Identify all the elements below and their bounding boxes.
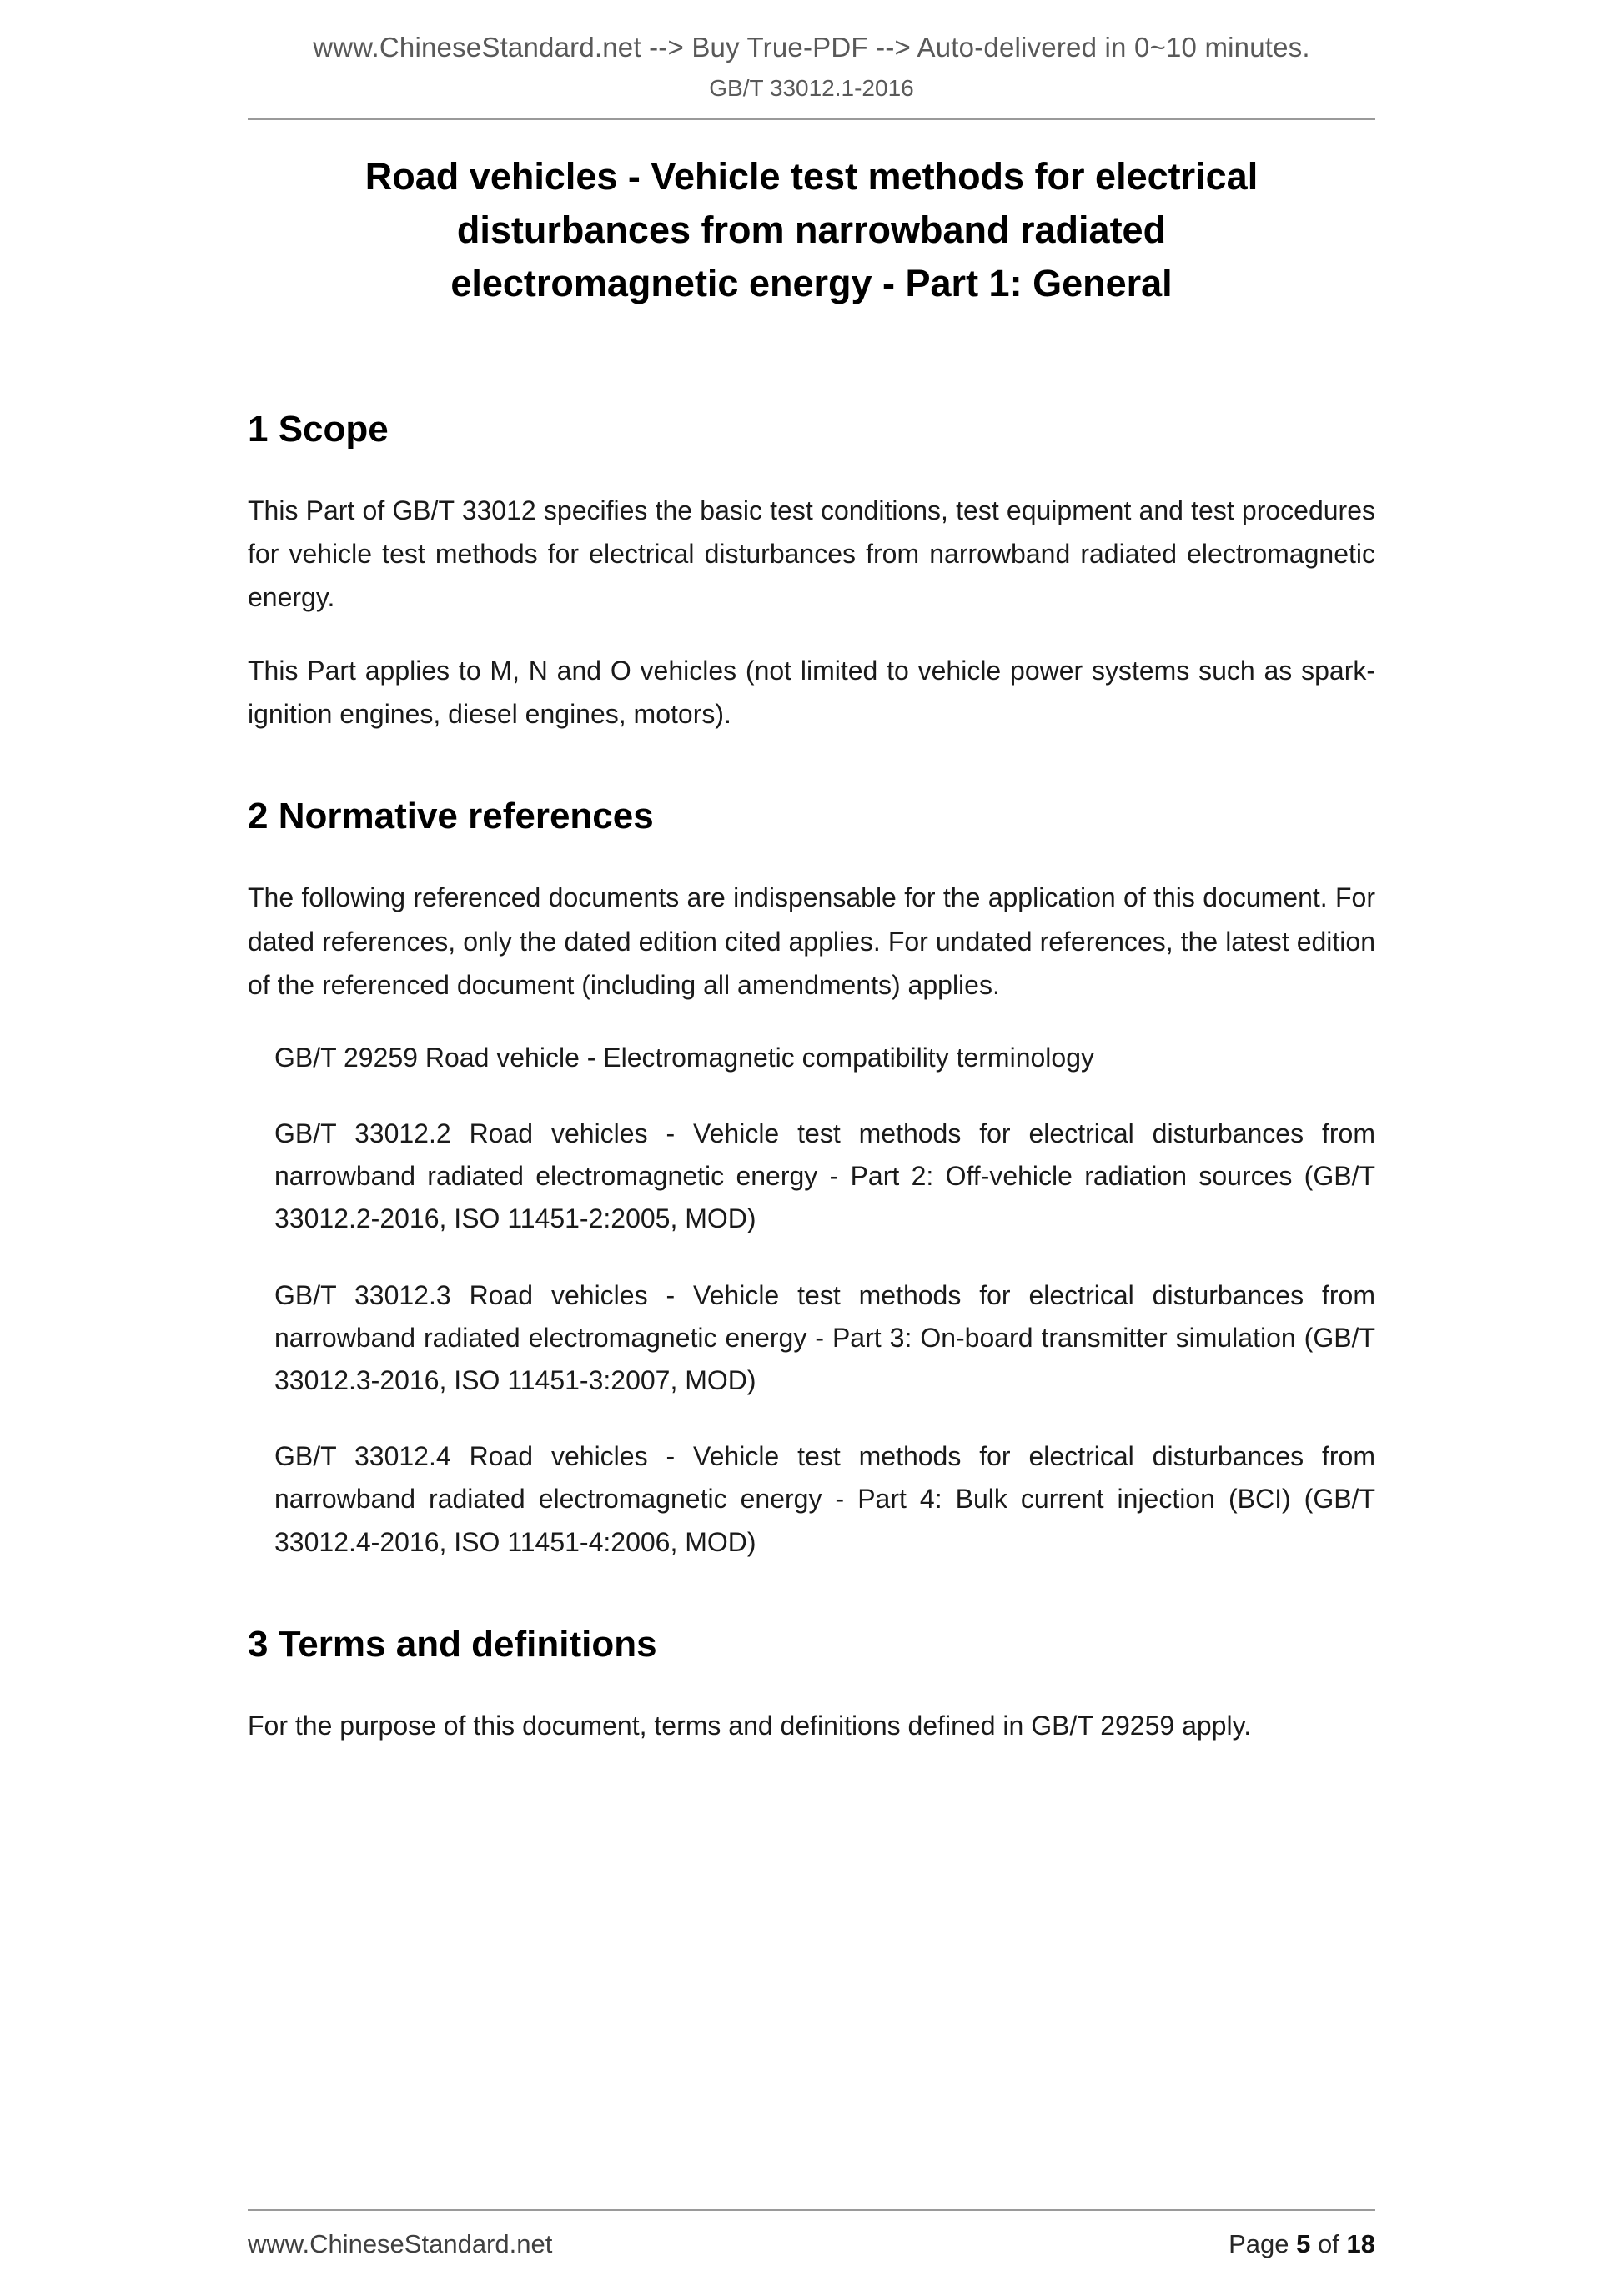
page-label: Page [1229,2229,1289,2258]
section-heading-normative-references: 2 Normative references [248,796,654,837]
title-line-3: electromagnetic energy - Part 1: General [450,261,1173,304]
section-terms-and-definitions [248,1624,1375,1747]
footer-site-text: www.ChineseStandard.net [248,2229,553,2258]
page-number: 5 [1296,2229,1311,2258]
section-heading-scope: 1 Scope [248,408,389,450]
page-indicator [1229,2229,1375,2259]
total-pages: 18 [1346,2229,1375,2258]
scope-paragraph-2: This Part applies to M, N and O vehicles (not limited to vehicle power systems such as spark-ignition engines, diesel engines, motors). [248,656,1375,730]
section-heading-terms: 3 Terms and definitions [248,1623,657,1665]
scope-paragraph-1: This Part of GB/T 33012 specifies the basic test conditions, test equipment and test procedures for vehicle test methods for electrical disturbances from narrowband radiated electromagnetic energy. [248,495,1375,612]
header-promo-text: www.ChineseStandard.net --> Buy True-PDF --> Auto-delivered in 0~10 minutes. [313,32,1310,63]
page-header [0,0,1623,120]
reference-item-4: GB/T 33012.4 Road vehicles - Vehicle test methods for electrical disturbances from narrowband radiated electromagnetic energy - Part 4: Bulk current injection (BCI) (GB/T 33012.4-2016, ISO 11451-4:2006, MOD) [274,1441,1375,1557]
section-scope [248,409,1375,736]
title-line-2: disturbances from narrowband radiated [456,208,1167,251]
reference-item-2: GB/T 33012.2 Road vehicles - Vehicle test methods for electrical disturbances from narrowband radiated electromagnetic energy - Part 2: Off-vehicle radiation sources (GB/T 33012.2-2016, ISO 11451-2:2005, MOD) [274,1118,1375,1234]
footer-row [248,2229,1375,2259]
terms-paragraph: For the purpose of this document, terms and definitions defined in GB/T 29259 apply. [248,1710,1252,1741]
section-normative-references [248,796,1375,1563]
normative-intro-paragraph: The following referenced documents are indispensable for the application of this document. For dated references, only the dated edition cited applies. For undated references, the latest edition of the referenced document (including all amendments) applies. [248,882,1375,1000]
header-doc-code: GB/T 33012.1-2016 [709,75,914,101]
footer-divider [248,2209,1375,2211]
title-line-1: Road vehicles - Vehicle test methods for electrical [364,155,1259,198]
document-title [248,150,1375,310]
document-content [248,150,1375,1747]
reference-item-3: GB/T 33012.3 Road vehicles - Vehicle test methods for electrical disturbances from narrowband radiated electromagnetic energy - Part 3: On-board transmitter simulation (GB/T 33012.3-2016, ISO 11451-3:2007, MOD) [274,1279,1375,1396]
page-footer [0,2209,1623,2259]
header-divider [248,118,1375,120]
of-label: of [1318,2229,1339,2258]
reference-item-1: GB/T 29259 Road vehicle - Electromagnetic compatibility terminology [274,1042,1094,1073]
